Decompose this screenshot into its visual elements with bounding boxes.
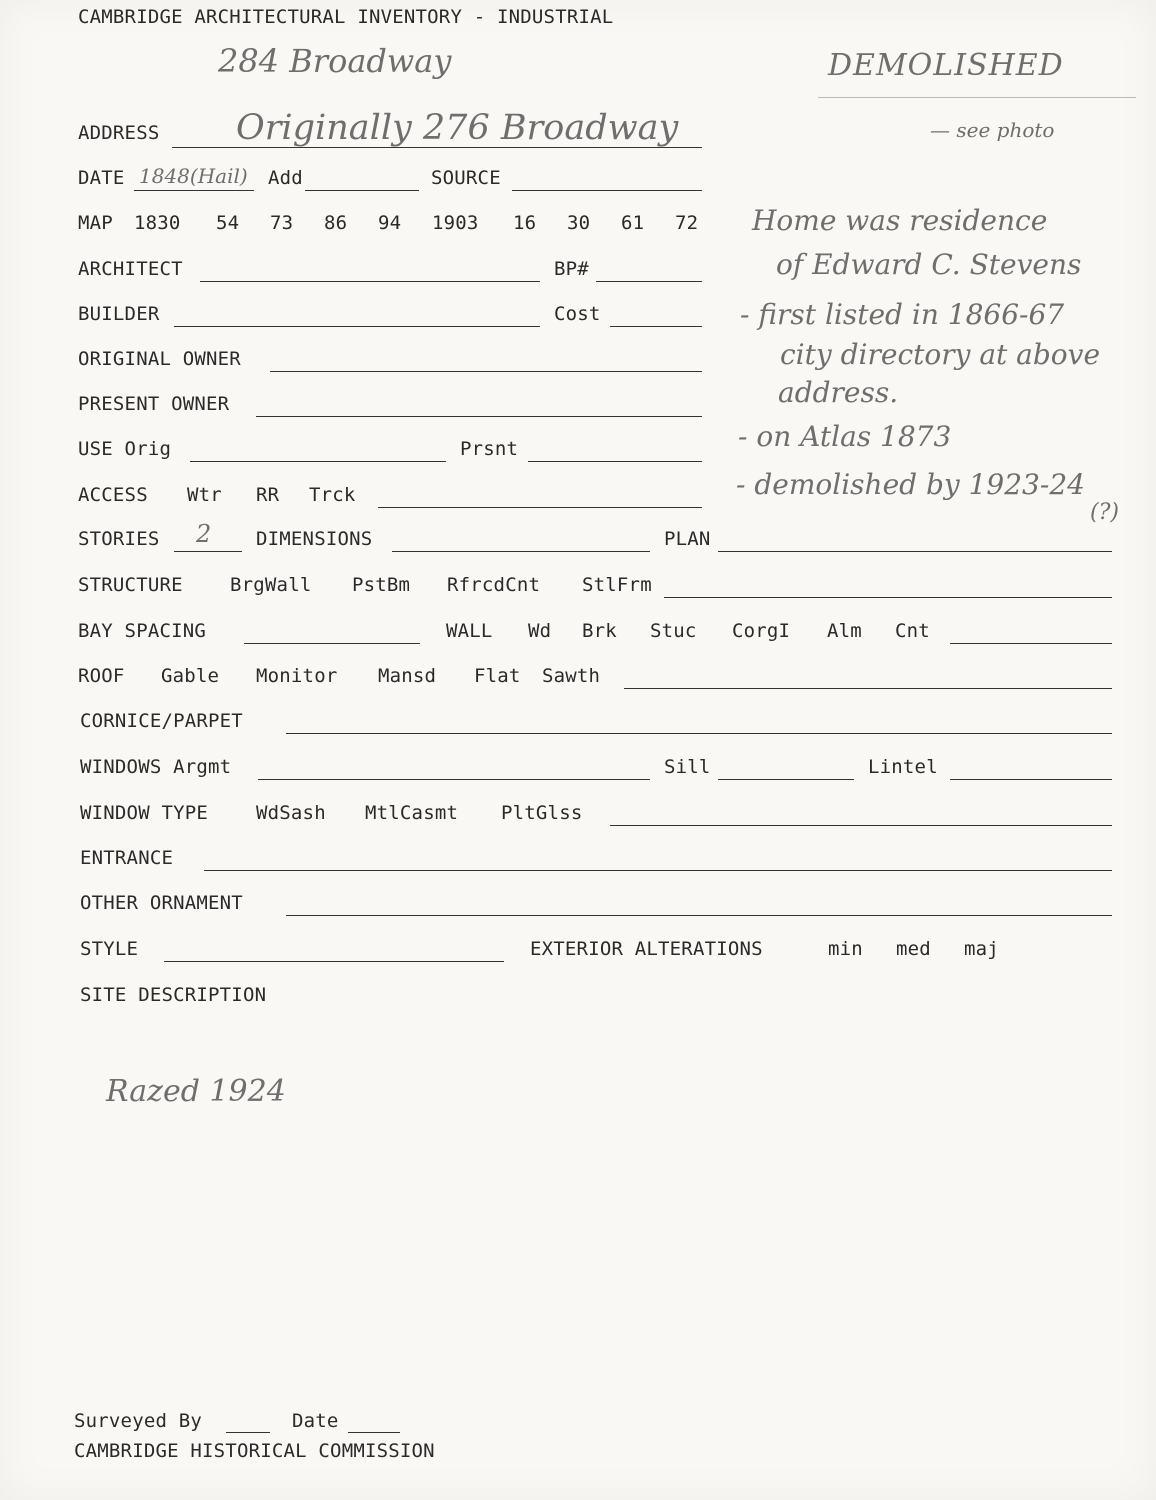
- dimensions-line: [392, 551, 650, 552]
- map-year: 61: [621, 212, 645, 234]
- access-option: Wtr: [187, 484, 222, 506]
- prsnt-label: Prsnt: [460, 438, 519, 460]
- prsnt-line: [528, 461, 702, 462]
- structure-label: STRUCTURE: [78, 574, 183, 596]
- add-label: Add: [268, 167, 303, 189]
- roof-option: Sawth: [542, 665, 601, 687]
- roof-label: ROOF: [78, 665, 125, 687]
- plan-label: PLAN: [664, 528, 711, 550]
- wall-option: Cnt: [895, 620, 930, 642]
- address-value: Originally 276 Broadway: [236, 108, 679, 148]
- stories-line: [174, 551, 242, 552]
- wall-option: Stuc: [650, 620, 697, 642]
- map-year: 30: [567, 212, 591, 234]
- structure-line: [664, 597, 1112, 598]
- map-year: 54: [216, 212, 240, 234]
- date-label: DATE: [78, 167, 125, 189]
- source-line: [512, 190, 702, 191]
- style-label: STYLE: [80, 938, 139, 960]
- roof-option: Flat: [474, 665, 521, 687]
- bay-spacing-line: [244, 643, 420, 644]
- add-line: [305, 190, 419, 191]
- source-label: SOURCE: [431, 167, 501, 189]
- footer-date-line: [348, 1432, 400, 1433]
- window-type-line: [610, 825, 1112, 826]
- present-owner-line: [256, 416, 702, 417]
- access-option: Trck: [309, 484, 356, 506]
- handwritten-top-address: 284 Broadway: [218, 42, 452, 80]
- roof-option: Mansd: [378, 665, 437, 687]
- architect-label: ARCHITECT: [78, 258, 183, 280]
- map-year: 94: [378, 212, 402, 234]
- original-owner-label: ORIGINAL OWNER: [78, 348, 241, 370]
- cost-label: Cost: [554, 303, 601, 325]
- map-year: 1830: [134, 212, 181, 234]
- alteration-option: maj: [964, 938, 999, 960]
- note-line: - first listed in 1866-67: [740, 298, 1065, 331]
- other-ornament-line: [286, 915, 1112, 916]
- sill-label: Sill: [664, 756, 711, 778]
- window-type-option: PltGlss: [501, 802, 583, 824]
- note-line: city directory at above: [780, 338, 1101, 371]
- note-line: - demolished by 1923-24: [736, 468, 1085, 501]
- style-line: [164, 961, 504, 962]
- date-line: [134, 190, 254, 191]
- stories-label: STORIES: [78, 528, 160, 550]
- structure-option: StlFrm: [582, 574, 652, 596]
- footer-date-label: Date: [292, 1410, 339, 1432]
- note-line: - on Atlas 1873: [738, 420, 952, 453]
- map-year: 73: [270, 212, 294, 234]
- dimensions-label: DIMENSIONS: [256, 528, 373, 550]
- present-owner-label: PRESENT OWNER: [78, 393, 230, 415]
- architect-line: [200, 281, 540, 282]
- bp-line: [596, 281, 702, 282]
- map-year: 72: [675, 212, 699, 234]
- bay-spacing-label: BAY SPACING: [78, 620, 207, 642]
- wall-label: WALL: [446, 620, 493, 642]
- map-year: 86: [324, 212, 348, 234]
- use-orig-line: [190, 461, 446, 462]
- roof-line: [624, 688, 1112, 689]
- structure-option: RfrcdCnt: [447, 574, 541, 596]
- cost-line: [610, 326, 702, 327]
- commission-label: CAMBRIDGE HISTORICAL COMMISSION: [74, 1440, 435, 1462]
- cornice-line: [286, 733, 1112, 734]
- note-line: of Edward C. Stevens: [776, 248, 1082, 281]
- map-year: 16: [513, 212, 537, 234]
- original-owner-line: [270, 371, 702, 372]
- cornice-label: CORNICE/PARPET: [80, 710, 243, 732]
- map-year: 1903: [432, 212, 479, 234]
- structure-option: PstBm: [352, 574, 411, 596]
- note-line: address.: [778, 376, 899, 409]
- wall-option: Wd: [528, 620, 552, 642]
- bp-label: BP#: [554, 258, 589, 280]
- window-type-option: MtlCasmt: [365, 802, 459, 824]
- lintel-label: Lintel: [868, 756, 938, 778]
- access-line: [378, 507, 702, 508]
- plan-line: [718, 551, 1112, 552]
- form-header: CAMBRIDGE ARCHITECTURAL INVENTORY - INDUSTRIAL: [78, 6, 614, 28]
- site-description-label: SITE DESCRIPTION: [80, 984, 267, 1006]
- map-label: MAP: [78, 212, 113, 234]
- windows-line: [258, 779, 650, 780]
- note-line: Home was residence: [752, 204, 1048, 237]
- sill-line: [718, 779, 854, 780]
- status-underline: [818, 97, 1136, 98]
- structure-option: BrgWall: [230, 574, 312, 596]
- surveyed-by-line: [226, 1432, 270, 1433]
- entrance-line: [204, 870, 1112, 871]
- note-line: (?): [1090, 500, 1119, 525]
- window-type-label: WINDOW TYPE: [80, 802, 209, 824]
- access-option: RR: [256, 484, 280, 506]
- wall-option: Brk: [582, 620, 617, 642]
- roof-option: Gable: [161, 665, 220, 687]
- entrance-label: ENTRANCE: [80, 847, 174, 869]
- other-ornament-label: OTHER ORNAMENT: [80, 892, 243, 914]
- date-value: 1848(Hail): [139, 164, 248, 188]
- handwritten-status: DEMOLISHED: [828, 48, 1064, 83]
- access-label: ACCESS: [78, 484, 148, 506]
- lintel-line: [950, 779, 1112, 780]
- builder-line: [174, 326, 540, 327]
- alteration-option: med: [896, 938, 931, 960]
- see-photo-note: — see photo: [930, 118, 1055, 142]
- alteration-option: min: [828, 938, 863, 960]
- surveyed-by-label: Surveyed By: [74, 1410, 203, 1432]
- builder-label: BUILDER: [78, 303, 160, 325]
- wall-line: [950, 643, 1112, 644]
- use-orig-label: USE Orig: [78, 438, 172, 460]
- windows-label: WINDOWS Argmt: [80, 756, 232, 778]
- stories-value: 2: [196, 520, 212, 548]
- razed-note: Razed 1924: [106, 1074, 286, 1109]
- wall-option: CorgI: [732, 620, 791, 642]
- window-type-option: WdSash: [256, 802, 326, 824]
- exterior-alterations-label: EXTERIOR ALTERATIONS: [530, 938, 763, 960]
- roof-option: Monitor: [256, 665, 338, 687]
- address-label: ADDRESS: [78, 122, 160, 144]
- wall-option: Alm: [827, 620, 862, 642]
